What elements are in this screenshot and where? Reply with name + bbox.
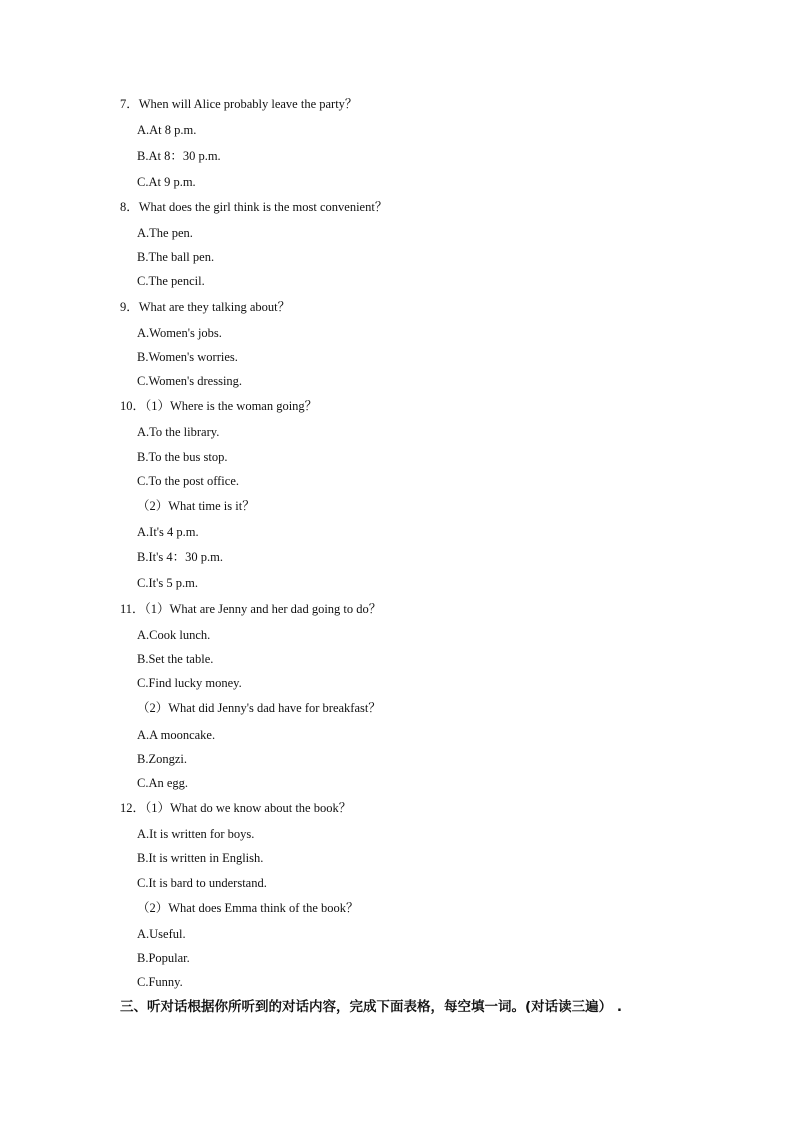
question-10: 10．（1）Where is the woman going？ <box>120 399 318 413</box>
option-7b: B.At 8：30 p.m. <box>137 149 221 163</box>
option-10-2b: B.It's 4：30 p.m. <box>137 550 223 564</box>
option-12-1c: C.It is bard to understand. <box>137 876 267 890</box>
option-12-1a: A.It is written for boys. <box>137 827 255 841</box>
option-10-1b: B.To the bus stop. <box>137 450 228 464</box>
option-7c: C.At 9 p.m. <box>137 175 196 189</box>
option-9c: C.Women's dressing. <box>137 374 243 388</box>
option-11-2c: C.An egg. <box>137 776 189 790</box>
option-10-1c: C.To the post office. <box>137 474 240 488</box>
option-12-2c: C.Funny. <box>137 975 183 989</box>
option-9a: A.Women's jobs. <box>137 326 222 340</box>
option-11-2a: A.A mooncake. <box>137 728 216 742</box>
option-8c: C.The pencil. <box>137 274 205 288</box>
question-11: 11．（1）What are Jenny and her dad going to do？ <box>120 602 382 616</box>
option-11-1a: A.Cook lunch. <box>137 628 211 642</box>
question-10-part-2: （2）What time is it？ <box>137 499 255 513</box>
option-10-1a: A.To the library. <box>137 425 220 439</box>
option-11-1c: C.Find lucky money. <box>137 676 242 690</box>
question-12: 12．（1）What do we know about the book？ <box>120 801 352 815</box>
option-9b: B.Women's worries. <box>137 350 238 364</box>
section-heading: 三、听对话根据你所听到的对话内容，完成下面表格，每空填一词。(对话读三遍） . <box>120 999 622 1015</box>
option-12-1b: B.It is written in English. <box>137 851 264 865</box>
question-12-part-2: （2）What does Emma think of the book？ <box>137 901 359 915</box>
option-10-2a: A.It's 4 p.m. <box>137 525 199 539</box>
question-7: 7．When will Alice probably leave the party？ <box>120 97 358 111</box>
option-11-1b: B.Set the table. <box>137 652 214 666</box>
question-9: 9．What are they talking about？ <box>120 300 291 314</box>
option-10-2c: C.It's 5 p.m. <box>137 576 198 590</box>
option-11-2b: B.Zongzi. <box>137 752 187 766</box>
option-7a: A.At 8 p.m. <box>137 123 197 137</box>
option-12-2b: B.Popular. <box>137 951 190 965</box>
option-8a: A.The pen. <box>137 226 193 240</box>
option-12-2a: A.Useful. <box>137 927 186 941</box>
question-11-part-2: （2）What did Jenny's dad have for breakfast？ <box>137 701 381 715</box>
question-8: 8．What does the girl think is the most convenient？ <box>120 200 388 214</box>
option-8b: B.The ball pen. <box>137 250 215 264</box>
